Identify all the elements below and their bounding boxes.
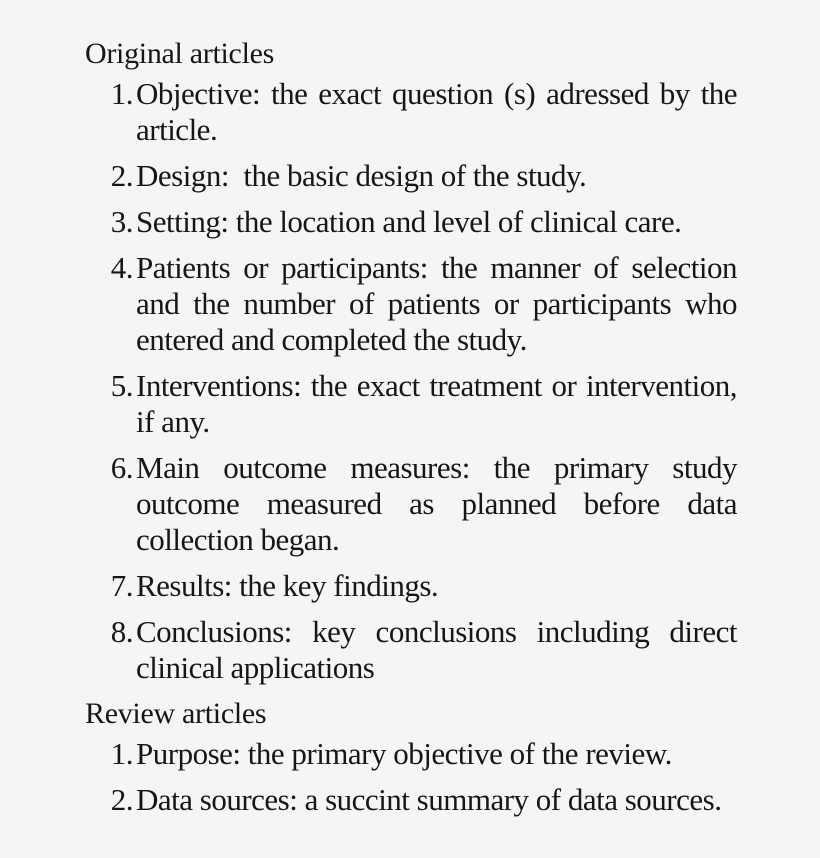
item-line: entered and completed the study. <box>136 322 527 357</box>
item-number: 8. <box>110 614 133 649</box>
item-line: Purpose: the primary objective of the review. <box>136 736 672 771</box>
item-number: 6. <box>110 450 133 485</box>
item-line: Main outcome measures: the primary study <box>136 450 737 485</box>
list-item <box>110 368 737 440</box>
item-line: Objective: the exact question (s) adressed by the <box>136 76 737 111</box>
list-item <box>110 450 737 558</box>
numbered-list <box>0 736 820 818</box>
item-line: Conclusions: key conclusions including direct <box>136 614 737 649</box>
item-number: 1. <box>110 736 133 771</box>
section-heading: Review articles <box>85 697 267 730</box>
item-line: Results: the key findings. <box>136 568 439 603</box>
numbered-list <box>0 76 820 686</box>
item-line: Setting: the location and level of clinical care. <box>136 204 682 239</box>
item-line: Patients or participants: the manner of selection <box>136 250 737 285</box>
section-original-articles <box>0 36 820 686</box>
list-item <box>110 736 737 772</box>
item-line: and the number of patients or participants who <box>136 286 737 321</box>
item-number: 1. <box>110 76 133 111</box>
list-item <box>110 76 737 148</box>
item-line: article. <box>136 112 218 147</box>
item-line: clinical applications <box>136 650 375 685</box>
list-item <box>110 158 737 194</box>
list-item <box>110 568 737 604</box>
section-review-articles <box>0 696 820 818</box>
item-number: 2. <box>110 158 133 193</box>
item-line: if any. <box>136 404 210 439</box>
item-number: 2. <box>110 782 133 817</box>
item-number: 7. <box>110 568 133 603</box>
item-line: Data sources: a succint summary of data sources. <box>136 782 722 817</box>
item-line: collection began. <box>136 522 340 557</box>
list-item <box>110 614 737 686</box>
list-item <box>110 204 737 240</box>
section-heading: Original articles <box>85 37 274 70</box>
item-number: 3. <box>110 204 133 239</box>
item-number: 4. <box>110 250 133 285</box>
list-item <box>110 250 737 358</box>
list-item <box>110 782 737 818</box>
item-number: 5. <box>110 368 133 403</box>
item-line: Interventions: the exact treatment or intervention, <box>136 368 737 403</box>
item-line: outcome measured as planned before data <box>136 486 737 521</box>
item-line: Design: the basic design of the study. <box>136 158 587 193</box>
